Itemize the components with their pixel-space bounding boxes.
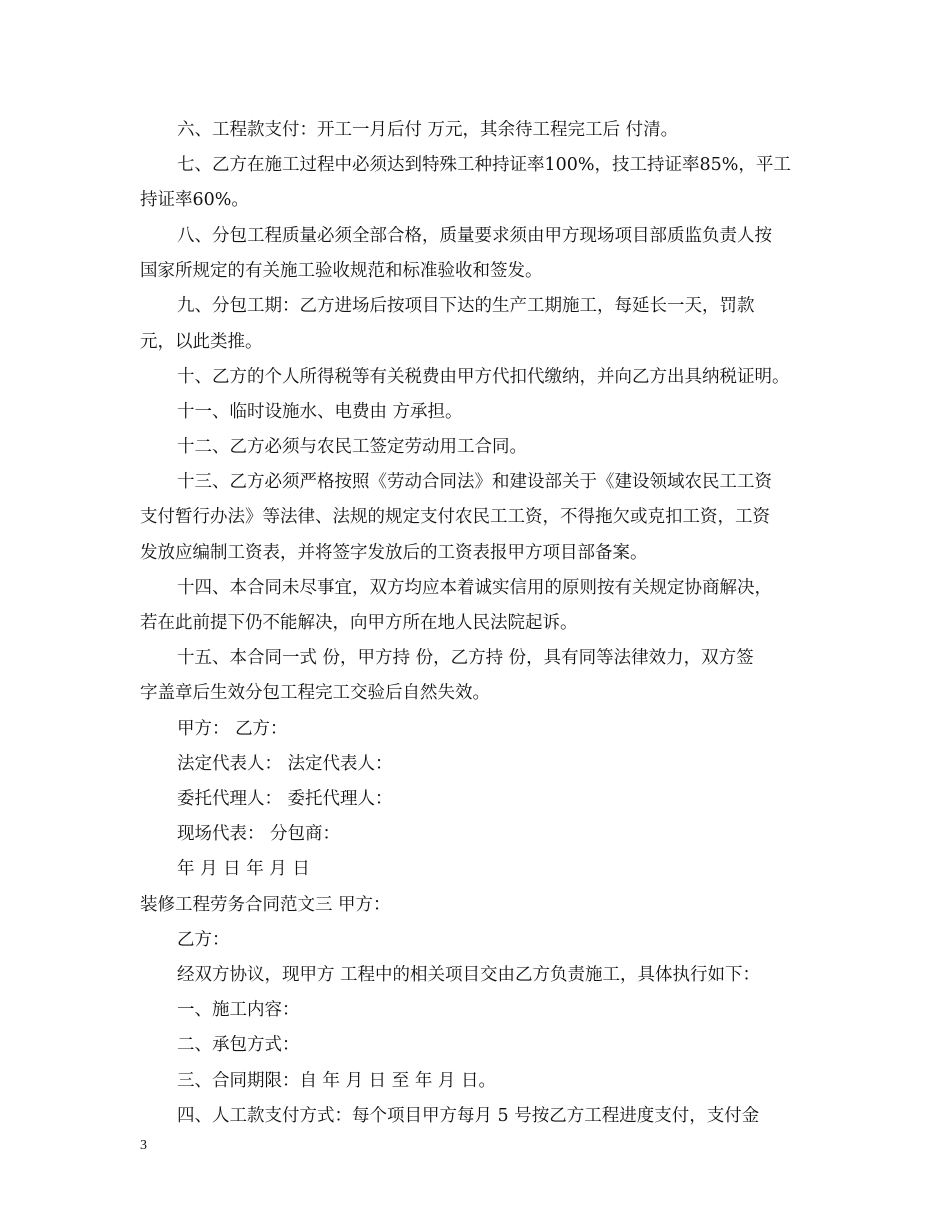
text-line: 若在此前提下仍不能解决，向甲方所在地人民法院起诉。 bbox=[140, 613, 578, 633]
text-line: 十二、乙方必须与农民工签定劳动用工合同。 bbox=[177, 437, 527, 457]
text-line: 现场代表： 分包商： bbox=[177, 824, 341, 844]
text-line: 八、分包工程质量必须全部合格，质量要求须由甲方现场项目部质监负责人按 bbox=[177, 226, 772, 246]
text-line: 九、分包工期：乙方进场后按项目下达的生产工期施工，每延长一天，罚款 bbox=[177, 296, 755, 316]
text-line: 十三、乙方必须严格按照《劳动合同法》和建设部关于《建设领域农民工工资 bbox=[177, 472, 772, 492]
text-line: 经双方协议，现甲方 工程中的相关项目交由乙方负责施工，具体执行如下： bbox=[177, 965, 761, 985]
text-line: 十四、本合同未尽事宜，双方均应本着诚实信用的原则按有关规定协商解决， bbox=[177, 578, 772, 598]
text-line: 十五、本合同一式 份，甲方持 份，乙方持 份，具有同等法律效力，双方签 bbox=[177, 648, 754, 668]
text-line: 持证率60%。 bbox=[140, 190, 249, 210]
text-line: 甲方： 乙方： bbox=[177, 719, 288, 739]
text-line: 法定代表人： 法定代表人： bbox=[177, 754, 393, 774]
text-line: 支付暂行办法》等法律、法规的规定支付农民工工资，不得拖欠或克扣工资，工资 bbox=[140, 507, 770, 527]
text-line: 三、合同期限：自 年 月 日 至 年 月 日。 bbox=[177, 1071, 496, 1091]
text-line: 四、人工款支付方式：每个项目甲方每月 5 号按乙方工程进度支付，支付金 bbox=[177, 1106, 760, 1126]
text-line: 七、乙方在施工过程中必须达到特殊工种持证率100%，技工持证率85%，平工 bbox=[177, 155, 791, 175]
text-line: 六、工程款支付：开工一月后付 万元，其余待工程完工后 付清。 bbox=[177, 120, 679, 140]
text-line: 国家所规定的有关施工验收规范和标准验收和签发。 bbox=[140, 261, 543, 281]
text-line: 一、施工内容： bbox=[177, 1000, 300, 1020]
text-line: 装修工程劳务合同范文三 甲方： bbox=[140, 895, 391, 915]
text-line: 发放应编制工资表，并将签字发放后的工资表报甲方项目部备案。 bbox=[140, 543, 648, 563]
text-line: 乙方： bbox=[177, 930, 230, 950]
text-line: 二、承包方式： bbox=[177, 1035, 300, 1055]
text-line: 年 月 日 年 月 日 bbox=[177, 859, 310, 879]
text-line: 十一、临时设施水、电费由 方承担。 bbox=[177, 402, 463, 422]
page-number: 3 bbox=[140, 1138, 147, 1153]
text-line: 字盖章后生效分包工程完工交验后自然失效。 bbox=[140, 683, 490, 703]
text-line: 委托代理人： 委托代理人： bbox=[177, 789, 393, 809]
text-line: 元，以此类推。 bbox=[140, 332, 263, 352]
text-line: 十、乙方的个人所得税等有关税费由甲方代扣代缴纳，并向乙方出具纳税证明。 bbox=[177, 367, 790, 387]
